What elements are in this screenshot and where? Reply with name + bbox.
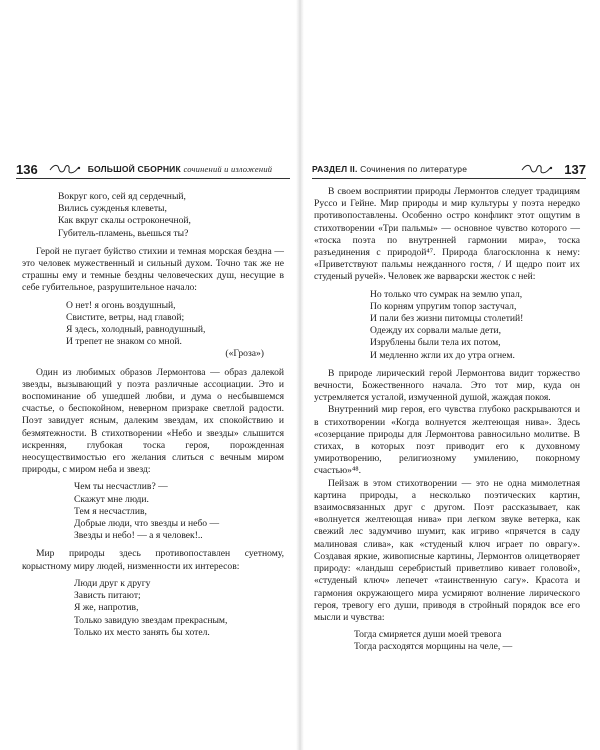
verse-line: Свистите, ветры, над главой; [66, 311, 185, 323]
verse-line: Как вкруг скалы остроконечной, [58, 215, 191, 227]
paragraph: Мир природы здесь противопоставлен суетному, корыстному миру людей, низменности их интересов: [22, 548, 284, 572]
right-running-title [312, 164, 467, 174]
verse-line: Тем я несчастлив, [74, 505, 147, 517]
left-running-title [88, 164, 273, 174]
verse-line: Зависть питают; [74, 590, 141, 602]
verse-line: Скажут мне люди. [74, 493, 149, 505]
verse-line: И трепет не знаком со мной. [66, 336, 182, 348]
verse-line: И медленно жгли их до утра огнем. [370, 349, 515, 361]
verse-line: Я здесь, холодный, равнодушный, [66, 324, 206, 336]
verse-stanza [74, 481, 284, 542]
verse-stanza [370, 289, 580, 362]
verse-line: Тогда расходятся морщины на челе, — [354, 641, 513, 653]
ornament-swirl-icon [520, 162, 554, 176]
paragraph: В природе лирический герой Лермонтова видит торжество вечности, Божественного начала. Это тот мир, куда он устремляется усталой, измученной душой, жаждая покоя. [314, 367, 580, 404]
ornament-swirl-icon [48, 162, 82, 176]
verse-stanza [354, 629, 580, 653]
paragraph: Один из любимых образов Лермонтова — образ далекой звезды, вызывающий у поэта различные ассоциации. Это и воспоминание об ушедшей любви, и дума о несбывшемся счастье, о беспокойном, неверном призраке светлой радости. Поэт завидует ясным, далеким звездам, их спокойствию и безмятежности. В стихотворении «Небо и звезды» слышится искренняя, глубокая тоска героя, порожденная неосуществимостью его желания слиться с вечным миром природы, с миром неба и звезд: [22, 366, 284, 476]
verse-line: Чем ты несчастлив? — [74, 481, 168, 493]
right-page [302, 0, 600, 750]
paragraph: Внутренний мир героя, его чувства глубоко раскрываются и в стихотворении «Когда волнуется желтеющая нива». Здесь «созерцание природы для Лермонтова равносильно молитве. В стихах, в которых поэт приводит его к духовному умиротворению, религиозному умилению, покорному счастью»⁴⁸. [314, 404, 580, 477]
verse-line: Губитель-пламень, вьешься ты? [58, 227, 189, 239]
right-running-title-bold: РАЗДЕЛ II. [312, 164, 358, 174]
verse-line: Одежду их сорвали малые дети, [370, 325, 501, 337]
verse-line: По корням упругим топор застучал, [370, 300, 517, 312]
verse-line: Только их место занять бы хотел. [74, 626, 210, 638]
verse-line: И пали без жизни питомцы столетий! [370, 313, 524, 325]
right-running-title-rest: Сочинения по литературе [360, 164, 468, 174]
verse-stanza [74, 578, 284, 639]
verse-line: Звезды и небо! — а я человек!.. [74, 530, 203, 542]
verse-stanza [58, 191, 284, 240]
left-running-title-bold: БОЛЬШОЙ СБОРНИК [87, 164, 181, 174]
verse-line: Вокруг кого, сей яд сердечный, [58, 191, 186, 202]
verse-line: Изрублены были тела их потом, [370, 337, 501, 349]
left-page [0, 0, 298, 750]
verse-line: Я же, напротив, [74, 602, 139, 614]
verse-line: Только завидую звездам прекрасным, [74, 614, 228, 626]
right-body-text [314, 186, 580, 660]
paragraph: Пейзаж в этом стихотворении — это не одна мимолетная картина природы, а несколько поэтических картин, взаимосвязанных друг с другом. Поэт рассказывает, как «волнуется желтеющая нива» при легком звуке ветерка, как свежий лес задумчиво шумит, как игриво «прячется в саду малиновая слива», как «студеный ключ играет по оврагу». Создавая яркие, живописные картины, Лермонтов олицетворяет природу: «ландыш серебристый приветливо кивает головой», «студеный ключ» лепечет «таинственную сагу». Красота и гармония окружающего мира усмиряют волнение лирического героя, тревогу его души, приводя в стройный порядок все его мысли и чувства: [314, 477, 580, 623]
paragraph: В своем восприятии природы Лермонтов следует традициям Руссо и Гейне. Мир природы и мир культуры у поэта нередко противопоставлены. Особенно остро конфликт этот ощутим в стихотворении «Три пальмы» — основное чувство которого — «тоска поэта по внутренней гармонии мира», тоска разъединения с природой⁴⁷. Природа благосклонна к нему: «Приветствуют пальмы нежданного гостя, / И щедро поит их студеный ручей». Человек же варварски жесток с ней: [314, 186, 580, 283]
verse-line: Но только что сумрак на землю упал, [370, 288, 523, 300]
verse-line: Тогда смиряется души моей тревога [354, 629, 502, 641]
verse-stanza [66, 300, 284, 361]
verse-line: Вились сужденья клеветы, [58, 203, 167, 215]
paragraph: Герой не пугает буйство стихии и темная морская бездна — это человек мужественный и сильный духом. Точно так же не страшны ему и темные бездны человеческих душ, несущие в себе губительное, разрушительное начало: [22, 245, 284, 294]
right-page-number: 137 [564, 161, 586, 177]
right-running-head [312, 160, 586, 179]
verse-source: («Гроза») [225, 348, 264, 360]
left-body-text [22, 186, 284, 645]
left-page-number: 136 [16, 161, 38, 177]
verse-line: О нет! я огонь воздушный, [66, 299, 176, 311]
verse-line: Добрые люди, что звезды и небо — [74, 518, 220, 530]
verse-line: Люди друг к другу [74, 577, 151, 589]
left-running-title-italic: сочинений и изложений [183, 164, 273, 174]
left-running-head [16, 160, 290, 179]
